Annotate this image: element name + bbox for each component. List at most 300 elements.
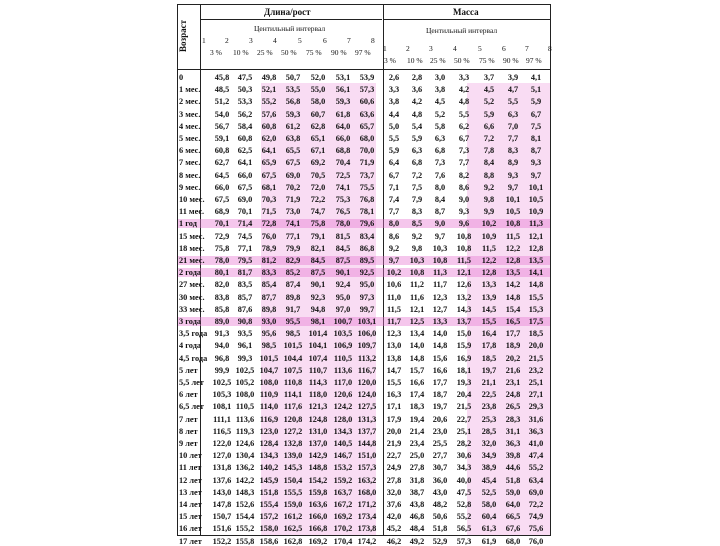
height-value: 81,5 bbox=[335, 231, 351, 241]
weight-value: 19,4 bbox=[409, 414, 425, 424]
height-value: 117,0 bbox=[333, 378, 353, 387]
weight-value: 21,5 bbox=[528, 353, 544, 363]
height-value: 90,1 bbox=[310, 280, 326, 290]
weight-value: 17,1 bbox=[386, 402, 402, 412]
weight-value: 7,7 bbox=[458, 158, 470, 168]
weight-value: 17,9 bbox=[386, 414, 402, 424]
weight-value: 52,5 bbox=[481, 487, 497, 497]
age-cell: 13 лет bbox=[179, 487, 202, 497]
height-value: 54,0 bbox=[214, 109, 230, 119]
height-value: 71,4 bbox=[237, 219, 253, 229]
weight-value: 4,4 bbox=[388, 109, 400, 119]
height-value: 97,3 bbox=[359, 292, 375, 302]
weight-value: 10,6 bbox=[386, 280, 402, 290]
weight-value: 28,5 bbox=[481, 426, 497, 436]
height-interval-header: Центильный интервал bbox=[254, 24, 326, 33]
height-value: 50,3 bbox=[237, 85, 253, 95]
weight-column-percent: 50 % bbox=[454, 56, 470, 65]
weight-column-percent: 10 % bbox=[407, 56, 423, 65]
height-value: 89,0 bbox=[214, 317, 230, 326]
age-cell: 3,5 года bbox=[179, 329, 208, 339]
weight-value: 13,5 bbox=[505, 268, 521, 278]
weight-value: 4,2 bbox=[458, 85, 470, 95]
height-value: 120,8 bbox=[283, 414, 303, 424]
height-value: 127,2 bbox=[283, 426, 303, 436]
weight-value: 45,4 bbox=[481, 475, 497, 485]
height-value: 70,4 bbox=[335, 158, 351, 168]
weight-value: 13,9 bbox=[481, 292, 497, 302]
weight-value: 55,2 bbox=[528, 463, 544, 473]
weight-interval-header: Центильный интервал bbox=[426, 26, 498, 35]
weight-value: 34,9 bbox=[481, 451, 497, 461]
weight-value: 29,3 bbox=[528, 402, 544, 412]
height-value: 83,4 bbox=[359, 231, 375, 241]
weight-value: 9,2 bbox=[388, 243, 400, 253]
weight-value: 12,3 bbox=[432, 292, 448, 302]
weight-value: 9,7 bbox=[388, 256, 400, 265]
age-cell: 10 мес. bbox=[179, 195, 205, 204]
weight-value: 2,6 bbox=[388, 73, 400, 82]
weight-value: 47,4 bbox=[528, 451, 544, 461]
height-group-header: Длина/рост bbox=[264, 7, 311, 17]
weight-value: 8,4 bbox=[483, 158, 495, 168]
height-value: 151,6 bbox=[212, 524, 232, 534]
height-value: 62,0 bbox=[261, 134, 277, 143]
weight-value: 10,1 bbox=[505, 195, 521, 204]
height-column-percent: 50 % bbox=[281, 48, 297, 57]
height-value: 97,0 bbox=[335, 304, 351, 314]
height-value: 72,5 bbox=[335, 170, 351, 180]
height-value: 108,0 bbox=[259, 378, 279, 387]
height-value: 173,4 bbox=[357, 512, 377, 522]
height-value: 60,6 bbox=[359, 97, 375, 107]
weight-value: 17,7 bbox=[432, 378, 448, 387]
height-value: 110,8 bbox=[283, 378, 303, 387]
height-value: 75,8 bbox=[310, 219, 326, 229]
height-value: 162,5 bbox=[283, 524, 303, 534]
height-value: 103,5 bbox=[333, 329, 353, 339]
weight-value: 11,2 bbox=[409, 280, 425, 290]
weight-value: 14,2 bbox=[505, 280, 521, 290]
height-value: 161,2 bbox=[283, 512, 303, 522]
height-value: 101,4 bbox=[308, 329, 328, 339]
height-value: 136,2 bbox=[235, 463, 255, 473]
weight-value: 31,1 bbox=[505, 426, 521, 436]
height-value: 92,3 bbox=[310, 292, 326, 302]
height-value: 118,0 bbox=[308, 390, 328, 400]
height-value: 105,3 bbox=[212, 390, 232, 400]
height-value: 107,4 bbox=[308, 353, 328, 363]
height-value: 99,3 bbox=[237, 353, 253, 363]
height-value: 144,8 bbox=[357, 439, 377, 448]
height-value: 67,5 bbox=[261, 170, 277, 180]
height-value: 155,4 bbox=[259, 500, 279, 509]
height-value: 137,0 bbox=[308, 439, 328, 448]
height-value: 60,8 bbox=[214, 146, 230, 156]
weight-value: 22,7 bbox=[456, 414, 472, 424]
weight-column-percent: 97 % bbox=[526, 56, 542, 65]
weight-value: 4,1 bbox=[530, 73, 542, 82]
height-value: 173,8 bbox=[357, 524, 377, 534]
weight-value: 75,6 bbox=[528, 524, 544, 534]
weight-value: 25,5 bbox=[432, 439, 448, 448]
height-value: 81,2 bbox=[261, 256, 277, 265]
height-value: 167,2 bbox=[333, 500, 353, 509]
weight-value: 7,1 bbox=[388, 182, 400, 192]
height-value: 96,1 bbox=[237, 341, 253, 351]
height-value: 142,9 bbox=[308, 451, 328, 461]
height-value: 124,0 bbox=[357, 390, 377, 400]
age-cell: 4 года bbox=[179, 341, 202, 351]
height-value: 102,5 bbox=[235, 365, 255, 375]
height-value: 53,1 bbox=[335, 73, 351, 82]
height-value: 114,3 bbox=[308, 378, 328, 387]
height-value: 69,0 bbox=[285, 170, 301, 180]
height-value: 72,0 bbox=[310, 182, 326, 192]
height-value: 70,5 bbox=[310, 170, 326, 180]
height-value: 75,5 bbox=[359, 182, 375, 192]
height-value: 85,8 bbox=[214, 304, 230, 314]
weight-value: 21,9 bbox=[386, 439, 402, 448]
height-value: 147,8 bbox=[212, 500, 232, 509]
weight-value: 7,9 bbox=[411, 195, 423, 204]
weight-value: 15,0 bbox=[456, 329, 472, 339]
height-value: 74,5 bbox=[237, 231, 253, 241]
height-value: 134,3 bbox=[333, 426, 353, 436]
height-value: 66,0 bbox=[214, 182, 230, 192]
weight-value: 15,5 bbox=[528, 292, 544, 302]
weight-value: 66,5 bbox=[505, 512, 521, 522]
weight-value: 5,5 bbox=[458, 109, 470, 119]
weight-value: 13,2 bbox=[456, 292, 472, 302]
weight-value: 15,4 bbox=[505, 304, 521, 314]
height-value: 152,2 bbox=[212, 536, 232, 546]
height-value: 63,6 bbox=[359, 109, 375, 119]
height-value: 86,8 bbox=[359, 243, 375, 253]
height-value: 108,1 bbox=[212, 402, 232, 412]
height-value: 131,3 bbox=[357, 414, 377, 424]
height-value: 140,5 bbox=[333, 439, 353, 448]
weight-value: 61,3 bbox=[481, 524, 497, 534]
weight-value: 5,9 bbox=[530, 97, 542, 107]
height-value: 68,0 bbox=[359, 134, 375, 143]
height-value: 117,6 bbox=[283, 402, 303, 412]
height-value: 116,7 bbox=[357, 365, 377, 375]
weight-value: 23,8 bbox=[481, 402, 497, 412]
weight-value: 17,7 bbox=[505, 329, 521, 339]
weight-value: 21,5 bbox=[456, 402, 472, 412]
height-value: 67,5 bbox=[214, 195, 230, 204]
weight-value: 30,7 bbox=[432, 463, 448, 473]
weight-value: 60,4 bbox=[481, 512, 497, 522]
height-value: 137,7 bbox=[357, 426, 377, 436]
height-value: 69,2 bbox=[310, 158, 326, 168]
height-value: 110,5 bbox=[235, 402, 255, 412]
weight-value: 23,0 bbox=[432, 426, 448, 436]
height-value: 100,7 bbox=[333, 317, 353, 326]
height-value: 163,2 bbox=[357, 475, 377, 485]
header-divider bbox=[178, 69, 550, 70]
weight-value: 25,1 bbox=[528, 378, 544, 387]
height-value: 163,6 bbox=[308, 500, 328, 509]
weight-value: 7,5 bbox=[411, 182, 423, 192]
age-cell: 1 год bbox=[179, 219, 197, 229]
height-value: 128,4 bbox=[259, 439, 279, 448]
height-value: 65,5 bbox=[285, 146, 301, 156]
height-column-number: 8 bbox=[371, 36, 375, 45]
height-value: 95,5 bbox=[285, 317, 301, 326]
height-value: 56,1 bbox=[335, 85, 351, 95]
age-cell: 21 мес. bbox=[179, 256, 205, 265]
weight-value: 10,8 bbox=[505, 219, 521, 229]
weight-value: 17,5 bbox=[528, 317, 544, 326]
weight-value: 7,3 bbox=[434, 158, 446, 168]
height-value: 87,5 bbox=[310, 268, 326, 278]
height-value: 159,0 bbox=[283, 500, 303, 509]
height-value: 107,5 bbox=[283, 365, 303, 375]
height-value: 85,4 bbox=[261, 280, 277, 290]
height-value: 68,8 bbox=[335, 146, 351, 156]
height-value: 170,4 bbox=[333, 536, 353, 546]
height-value: 170,2 bbox=[333, 524, 353, 534]
height-value: 154,4 bbox=[235, 512, 255, 522]
height-value: 127,0 bbox=[212, 451, 232, 461]
weight-value: 16,3 bbox=[386, 390, 402, 400]
weight-value: 63,4 bbox=[528, 475, 544, 485]
height-value: 150,7 bbox=[212, 512, 232, 522]
weight-value: 23,1 bbox=[505, 378, 521, 387]
height-value: 48,5 bbox=[214, 85, 230, 95]
height-value: 68,1 bbox=[261, 182, 277, 192]
height-value: 153,2 bbox=[333, 463, 353, 473]
height-value: 85,7 bbox=[237, 292, 253, 302]
height-value: 106,9 bbox=[333, 341, 353, 351]
height-value: 104,7 bbox=[259, 365, 279, 375]
height-value: 101,5 bbox=[283, 341, 303, 351]
weight-value: 36,0 bbox=[432, 475, 448, 485]
weight-value: 5,1 bbox=[530, 85, 542, 95]
age-cell: 2 мес. bbox=[179, 97, 201, 107]
weight-value: 20,6 bbox=[432, 414, 448, 424]
weight-value: 20,0 bbox=[386, 426, 402, 436]
weight-value: 14,8 bbox=[409, 353, 425, 363]
height-value: 151,0 bbox=[357, 451, 377, 461]
height-value: 70,2 bbox=[285, 182, 301, 192]
age-cell: 11 лет bbox=[179, 463, 202, 473]
height-value: 77,1 bbox=[285, 231, 301, 241]
height-value: 73,7 bbox=[359, 170, 375, 180]
height-value: 95,6 bbox=[261, 329, 277, 339]
weight-group-header: Масса bbox=[453, 7, 479, 17]
height-value: 71,9 bbox=[359, 158, 375, 168]
height-value: 168,0 bbox=[357, 487, 377, 497]
weight-value: 3,8 bbox=[434, 85, 446, 95]
height-value: 52,0 bbox=[310, 73, 326, 82]
height-value: 61,8 bbox=[335, 109, 351, 119]
height-value: 56,7 bbox=[214, 121, 230, 131]
weight-value: 20,4 bbox=[456, 390, 472, 400]
height-value: 58,4 bbox=[237, 121, 253, 131]
height-value: 124,8 bbox=[308, 414, 328, 424]
weight-value: 12,6 bbox=[456, 280, 472, 290]
height-value: 116,9 bbox=[259, 414, 279, 424]
weight-value: 20,0 bbox=[528, 341, 544, 351]
height-value: 72,9 bbox=[214, 231, 230, 241]
height-value: 82,9 bbox=[285, 256, 301, 265]
weight-value: 57,3 bbox=[456, 536, 472, 546]
weight-value: 12,1 bbox=[409, 304, 425, 314]
age-cell: 4,5 года bbox=[179, 353, 208, 363]
weight-value: 45,2 bbox=[386, 524, 402, 534]
weight-value: 55,2 bbox=[456, 512, 472, 522]
height-value: 65,1 bbox=[310, 134, 326, 143]
height-value: 155,5 bbox=[283, 487, 303, 497]
height-value: 74,7 bbox=[310, 207, 326, 217]
weight-value: 16,6 bbox=[409, 378, 425, 387]
weight-value: 8,5 bbox=[411, 219, 423, 229]
height-value: 140,2 bbox=[259, 463, 279, 473]
age-cell: 12 лет bbox=[179, 475, 202, 485]
height-value: 64,1 bbox=[261, 146, 277, 156]
height-value: 162,8 bbox=[283, 536, 303, 546]
weight-value: 68,0 bbox=[505, 536, 521, 546]
weight-column-percent: 25 % bbox=[430, 56, 446, 65]
weight-value: 9,7 bbox=[434, 231, 446, 241]
age-cell: 11 мес. bbox=[179, 207, 205, 217]
height-value: 62,8 bbox=[310, 121, 326, 131]
weight-value: 3,6 bbox=[411, 85, 423, 95]
weight-value: 14,0 bbox=[409, 341, 425, 351]
weight-value: 19,3 bbox=[456, 378, 472, 387]
age-cell: 2 года bbox=[179, 268, 202, 278]
height-value: 50,7 bbox=[285, 73, 301, 82]
height-column-number: 2 bbox=[225, 36, 229, 45]
age-cell: 7 мес. bbox=[179, 158, 201, 168]
height-value: 106,0 bbox=[357, 329, 377, 339]
weight-value: 11,5 bbox=[386, 304, 402, 314]
weight-column-number: 6 bbox=[502, 44, 506, 53]
weight-value: 10,5 bbox=[505, 207, 521, 217]
height-column-number: 3 bbox=[249, 36, 253, 45]
height-value: 114,1 bbox=[283, 390, 303, 400]
weight-value: 31,6 bbox=[528, 414, 544, 424]
height-value: 152,6 bbox=[235, 500, 255, 509]
weight-value: 61,9 bbox=[481, 536, 497, 546]
height-value: 67,1 bbox=[310, 146, 326, 156]
height-value: 65,9 bbox=[261, 158, 277, 168]
weight-value: 48,2 bbox=[432, 500, 448, 509]
height-value: 67,5 bbox=[237, 182, 253, 192]
weight-value: 7,2 bbox=[411, 170, 423, 180]
weight-value: 14,3 bbox=[456, 304, 472, 314]
height-value: 81,7 bbox=[237, 268, 253, 278]
weight-value: 10,2 bbox=[386, 268, 402, 278]
weight-column-percent: 75 % bbox=[479, 56, 495, 65]
weight-value: 32,0 bbox=[386, 487, 402, 497]
height-value: 159,8 bbox=[308, 487, 328, 497]
weight-value: 7,7 bbox=[507, 134, 519, 143]
weight-value: 8,1 bbox=[530, 134, 542, 143]
weight-value: 23,4 bbox=[409, 439, 425, 448]
height-value: 59,3 bbox=[335, 97, 351, 107]
weight-value: 6,8 bbox=[434, 146, 446, 156]
height-value: 171,2 bbox=[357, 500, 377, 509]
height-value: 69,0 bbox=[237, 195, 253, 204]
height-value: 99,7 bbox=[359, 304, 375, 314]
height-column-percent: 75 % bbox=[306, 48, 322, 57]
weight-value: 21,1 bbox=[481, 378, 497, 387]
weight-value: 44,6 bbox=[505, 463, 521, 473]
weight-value: 8,0 bbox=[434, 182, 446, 192]
height-value: 98,5 bbox=[261, 341, 277, 351]
height-value: 110,5 bbox=[333, 353, 353, 363]
weight-column-number: 7 bbox=[525, 44, 529, 53]
height-value: 72,2 bbox=[310, 195, 326, 204]
weight-value: 8,6 bbox=[388, 231, 400, 241]
height-value: 148,3 bbox=[235, 487, 255, 497]
height-value: 67,5 bbox=[285, 158, 301, 168]
age-cell: 6,5 лет bbox=[179, 402, 204, 412]
height-value: 79,5 bbox=[237, 256, 253, 265]
weight-value: 28,2 bbox=[456, 439, 472, 448]
weight-value: 13,4 bbox=[409, 329, 425, 339]
weight-value: 6,8 bbox=[411, 158, 423, 168]
height-value: 79,1 bbox=[310, 231, 326, 241]
height-value: 60,8 bbox=[237, 134, 253, 143]
height-value: 111,1 bbox=[213, 414, 231, 424]
height-value: 70,1 bbox=[214, 219, 230, 229]
weight-value: 7,8 bbox=[483, 146, 495, 156]
weight-value: 32,0 bbox=[481, 439, 497, 448]
height-value: 70,1 bbox=[237, 207, 253, 217]
weight-value: 19,7 bbox=[432, 402, 448, 412]
height-column-percent: 97 % bbox=[355, 48, 371, 57]
weight-value: 5,5 bbox=[388, 134, 400, 143]
height-value: 128,0 bbox=[333, 414, 353, 424]
weight-value: 46,2 bbox=[386, 536, 402, 546]
weight-value: 4,8 bbox=[411, 109, 423, 119]
height-value: 137,6 bbox=[212, 475, 232, 485]
weight-value: 5,9 bbox=[388, 146, 400, 156]
height-value: 52,1 bbox=[261, 85, 277, 95]
age-cell: 5,5 лет bbox=[179, 378, 204, 387]
height-value: 91,3 bbox=[214, 329, 230, 339]
weight-value: 6,3 bbox=[434, 134, 446, 143]
weight-value: 3,7 bbox=[483, 73, 495, 82]
weight-value: 11,5 bbox=[481, 243, 497, 253]
weight-value: 9,0 bbox=[458, 195, 470, 204]
age-cell: 6 лет bbox=[179, 390, 198, 400]
height-group-underline bbox=[200, 19, 382, 20]
weight-value: 8,3 bbox=[507, 146, 519, 156]
weight-value: 58,0 bbox=[481, 500, 497, 509]
age-cell: 14 лет bbox=[179, 500, 202, 509]
height-value: 85,2 bbox=[285, 268, 301, 278]
weight-value: 9,8 bbox=[483, 195, 495, 204]
height-value: 63,8 bbox=[285, 134, 301, 143]
height-value: 109,7 bbox=[357, 341, 377, 351]
height-column-number: 4 bbox=[273, 36, 277, 45]
height-value: 71,9 bbox=[285, 195, 301, 204]
height-value: 59,3 bbox=[285, 109, 301, 119]
height-value: 142,2 bbox=[235, 475, 255, 485]
age-cell: 6 мес. bbox=[179, 146, 201, 156]
age-cell: 0 bbox=[179, 73, 184, 82]
height-value: 151,8 bbox=[259, 487, 279, 497]
height-value: 45,8 bbox=[214, 73, 230, 82]
height-value: 93,5 bbox=[237, 329, 253, 339]
weight-value: 15,9 bbox=[456, 341, 472, 351]
